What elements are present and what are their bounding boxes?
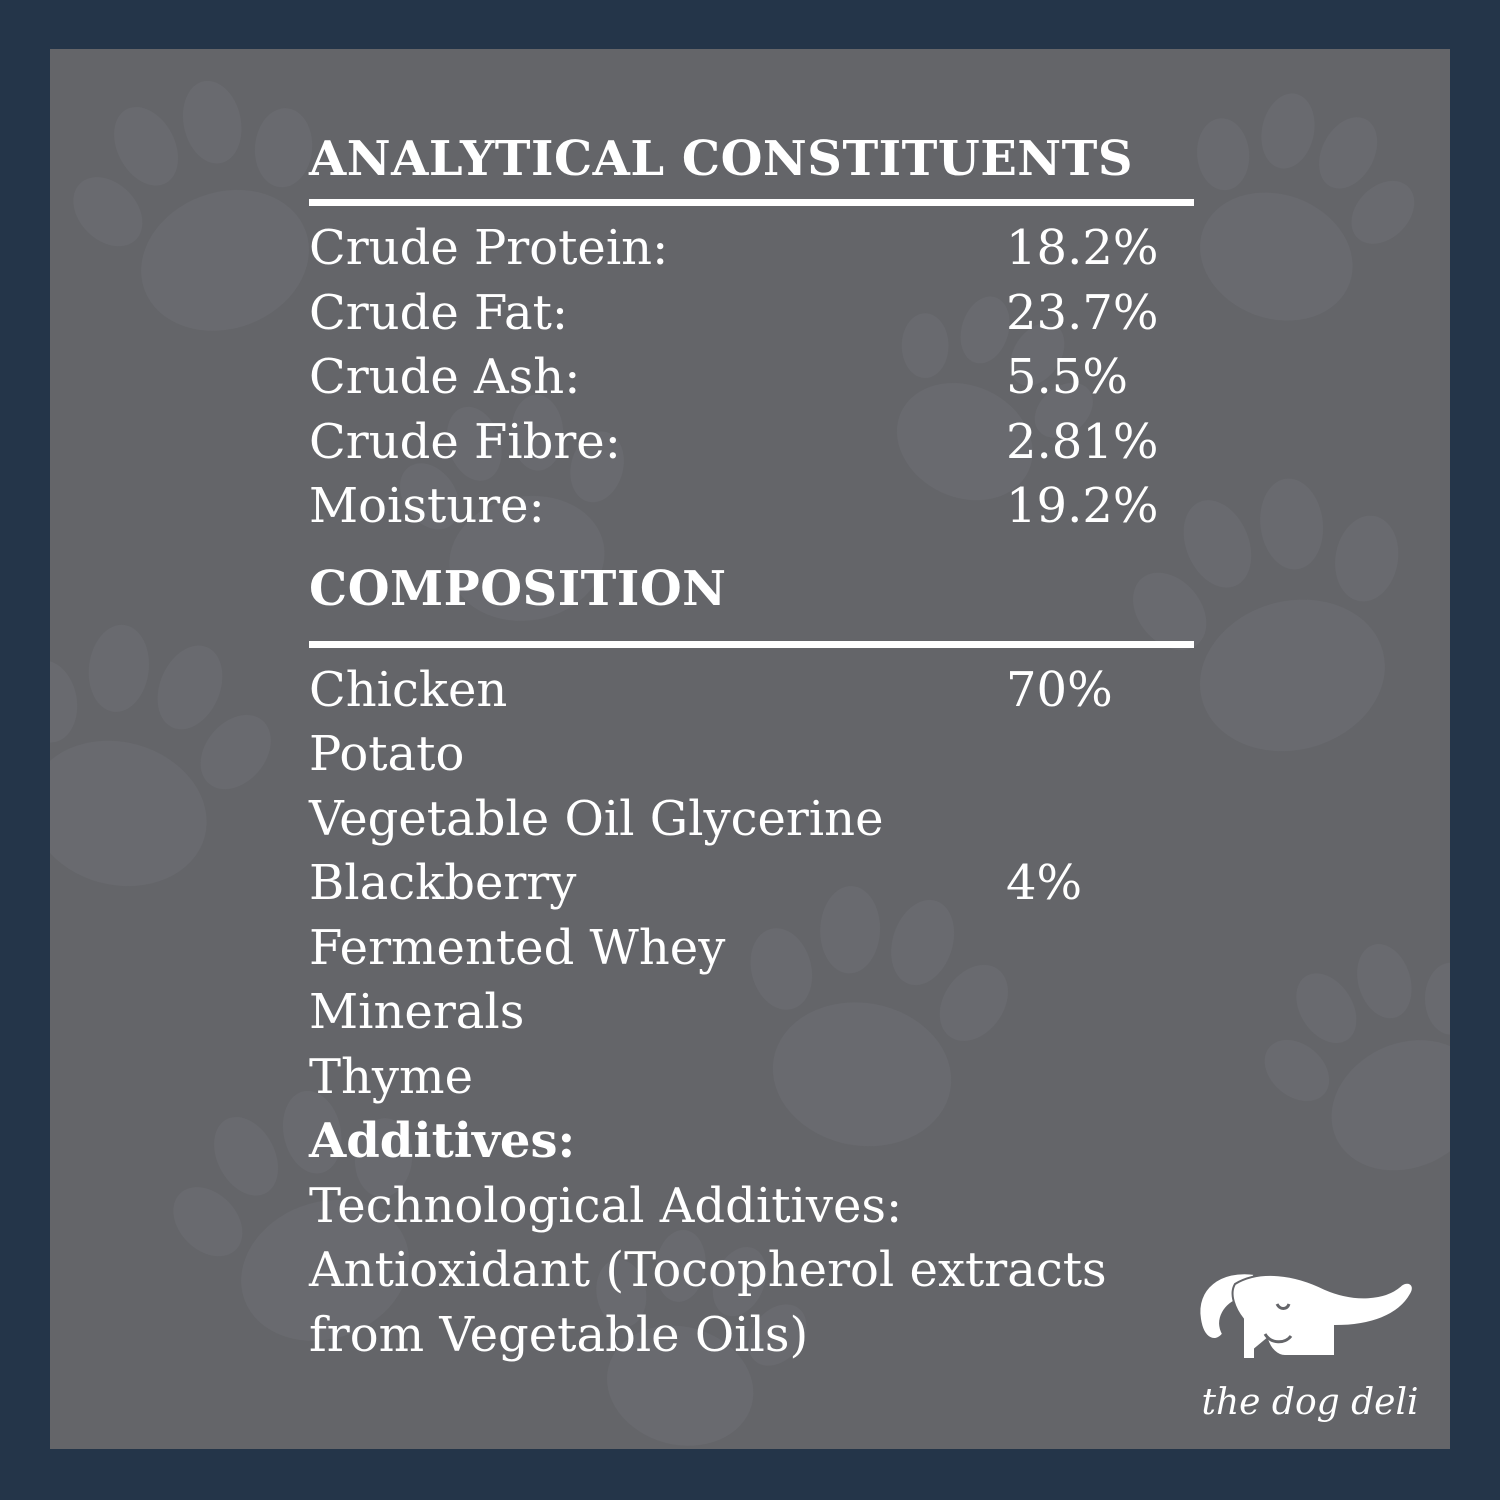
brand-wordmark: the dog deli bbox=[1201, 1382, 1419, 1423]
list-item bbox=[309, 1238, 1199, 1303]
item-name: Crude Fibre: bbox=[309, 413, 621, 470]
list-item bbox=[309, 916, 1199, 981]
item-value: 2.81% bbox=[1006, 413, 1159, 470]
list-item bbox=[309, 1045, 1199, 1110]
list-item bbox=[309, 787, 1199, 852]
dog-head-icon bbox=[1199, 1273, 1412, 1359]
item-name: Blackberry bbox=[309, 855, 577, 911]
list-item bbox=[309, 1174, 1199, 1239]
item-value: 18.2% bbox=[1006, 220, 1159, 276]
paw-icon bbox=[1226, 905, 1450, 1214]
list-item bbox=[309, 1303, 1199, 1368]
list-item bbox=[309, 722, 1199, 787]
section-divider bbox=[309, 199, 1194, 206]
additives-line: Technological Additives: bbox=[309, 1177, 903, 1234]
item-name: Crude Ash: bbox=[309, 349, 581, 405]
list-item bbox=[309, 216, 1199, 281]
analytical-title: ANALYTICAL CONSTITUENTS bbox=[309, 131, 1134, 187]
composition-title: COMPOSITION bbox=[309, 560, 727, 617]
additives-heading-row bbox=[309, 1109, 1199, 1174]
item-value: 70% bbox=[1006, 661, 1113, 718]
item-name: Crude Fat: bbox=[309, 284, 569, 341]
nutrition-panel bbox=[50, 49, 1450, 1449]
item-value: 5.5% bbox=[1006, 349, 1128, 405]
item-name: Thyme bbox=[309, 1048, 473, 1105]
item-name: Vegetable Oil Glycerine bbox=[309, 790, 884, 847]
composition-list bbox=[309, 658, 1199, 1368]
item-name: Moisture: bbox=[309, 478, 545, 534]
additives-heading: Additives: bbox=[309, 1113, 576, 1169]
analytical-list bbox=[309, 216, 1199, 539]
list-item bbox=[309, 851, 1199, 916]
content bbox=[309, 109, 1199, 1367]
item-value: 19.2% bbox=[1006, 478, 1159, 534]
list-item bbox=[309, 980, 1199, 1045]
brand-logo bbox=[1185, 1264, 1435, 1434]
section-divider bbox=[309, 641, 1194, 648]
additives-line: Antioxidant (Tocopherol extracts bbox=[309, 1242, 1107, 1298]
item-value: 4% bbox=[1006, 855, 1083, 911]
list-item bbox=[309, 410, 1199, 475]
list-item bbox=[309, 281, 1199, 346]
item-name: Crude Protein: bbox=[309, 220, 669, 276]
item-name: Fermented Whey bbox=[309, 919, 726, 976]
item-value: 23.7% bbox=[1006, 284, 1159, 341]
list-item bbox=[309, 658, 1199, 723]
additives-line: from Vegetable Oils) bbox=[309, 1306, 809, 1363]
list-item bbox=[309, 474, 1199, 539]
item-name: Minerals bbox=[309, 984, 525, 1040]
list-item bbox=[309, 345, 1199, 410]
paw-icon bbox=[50, 595, 304, 919]
item-name: Chicken bbox=[309, 661, 508, 718]
item-name: Potato bbox=[309, 726, 465, 782]
